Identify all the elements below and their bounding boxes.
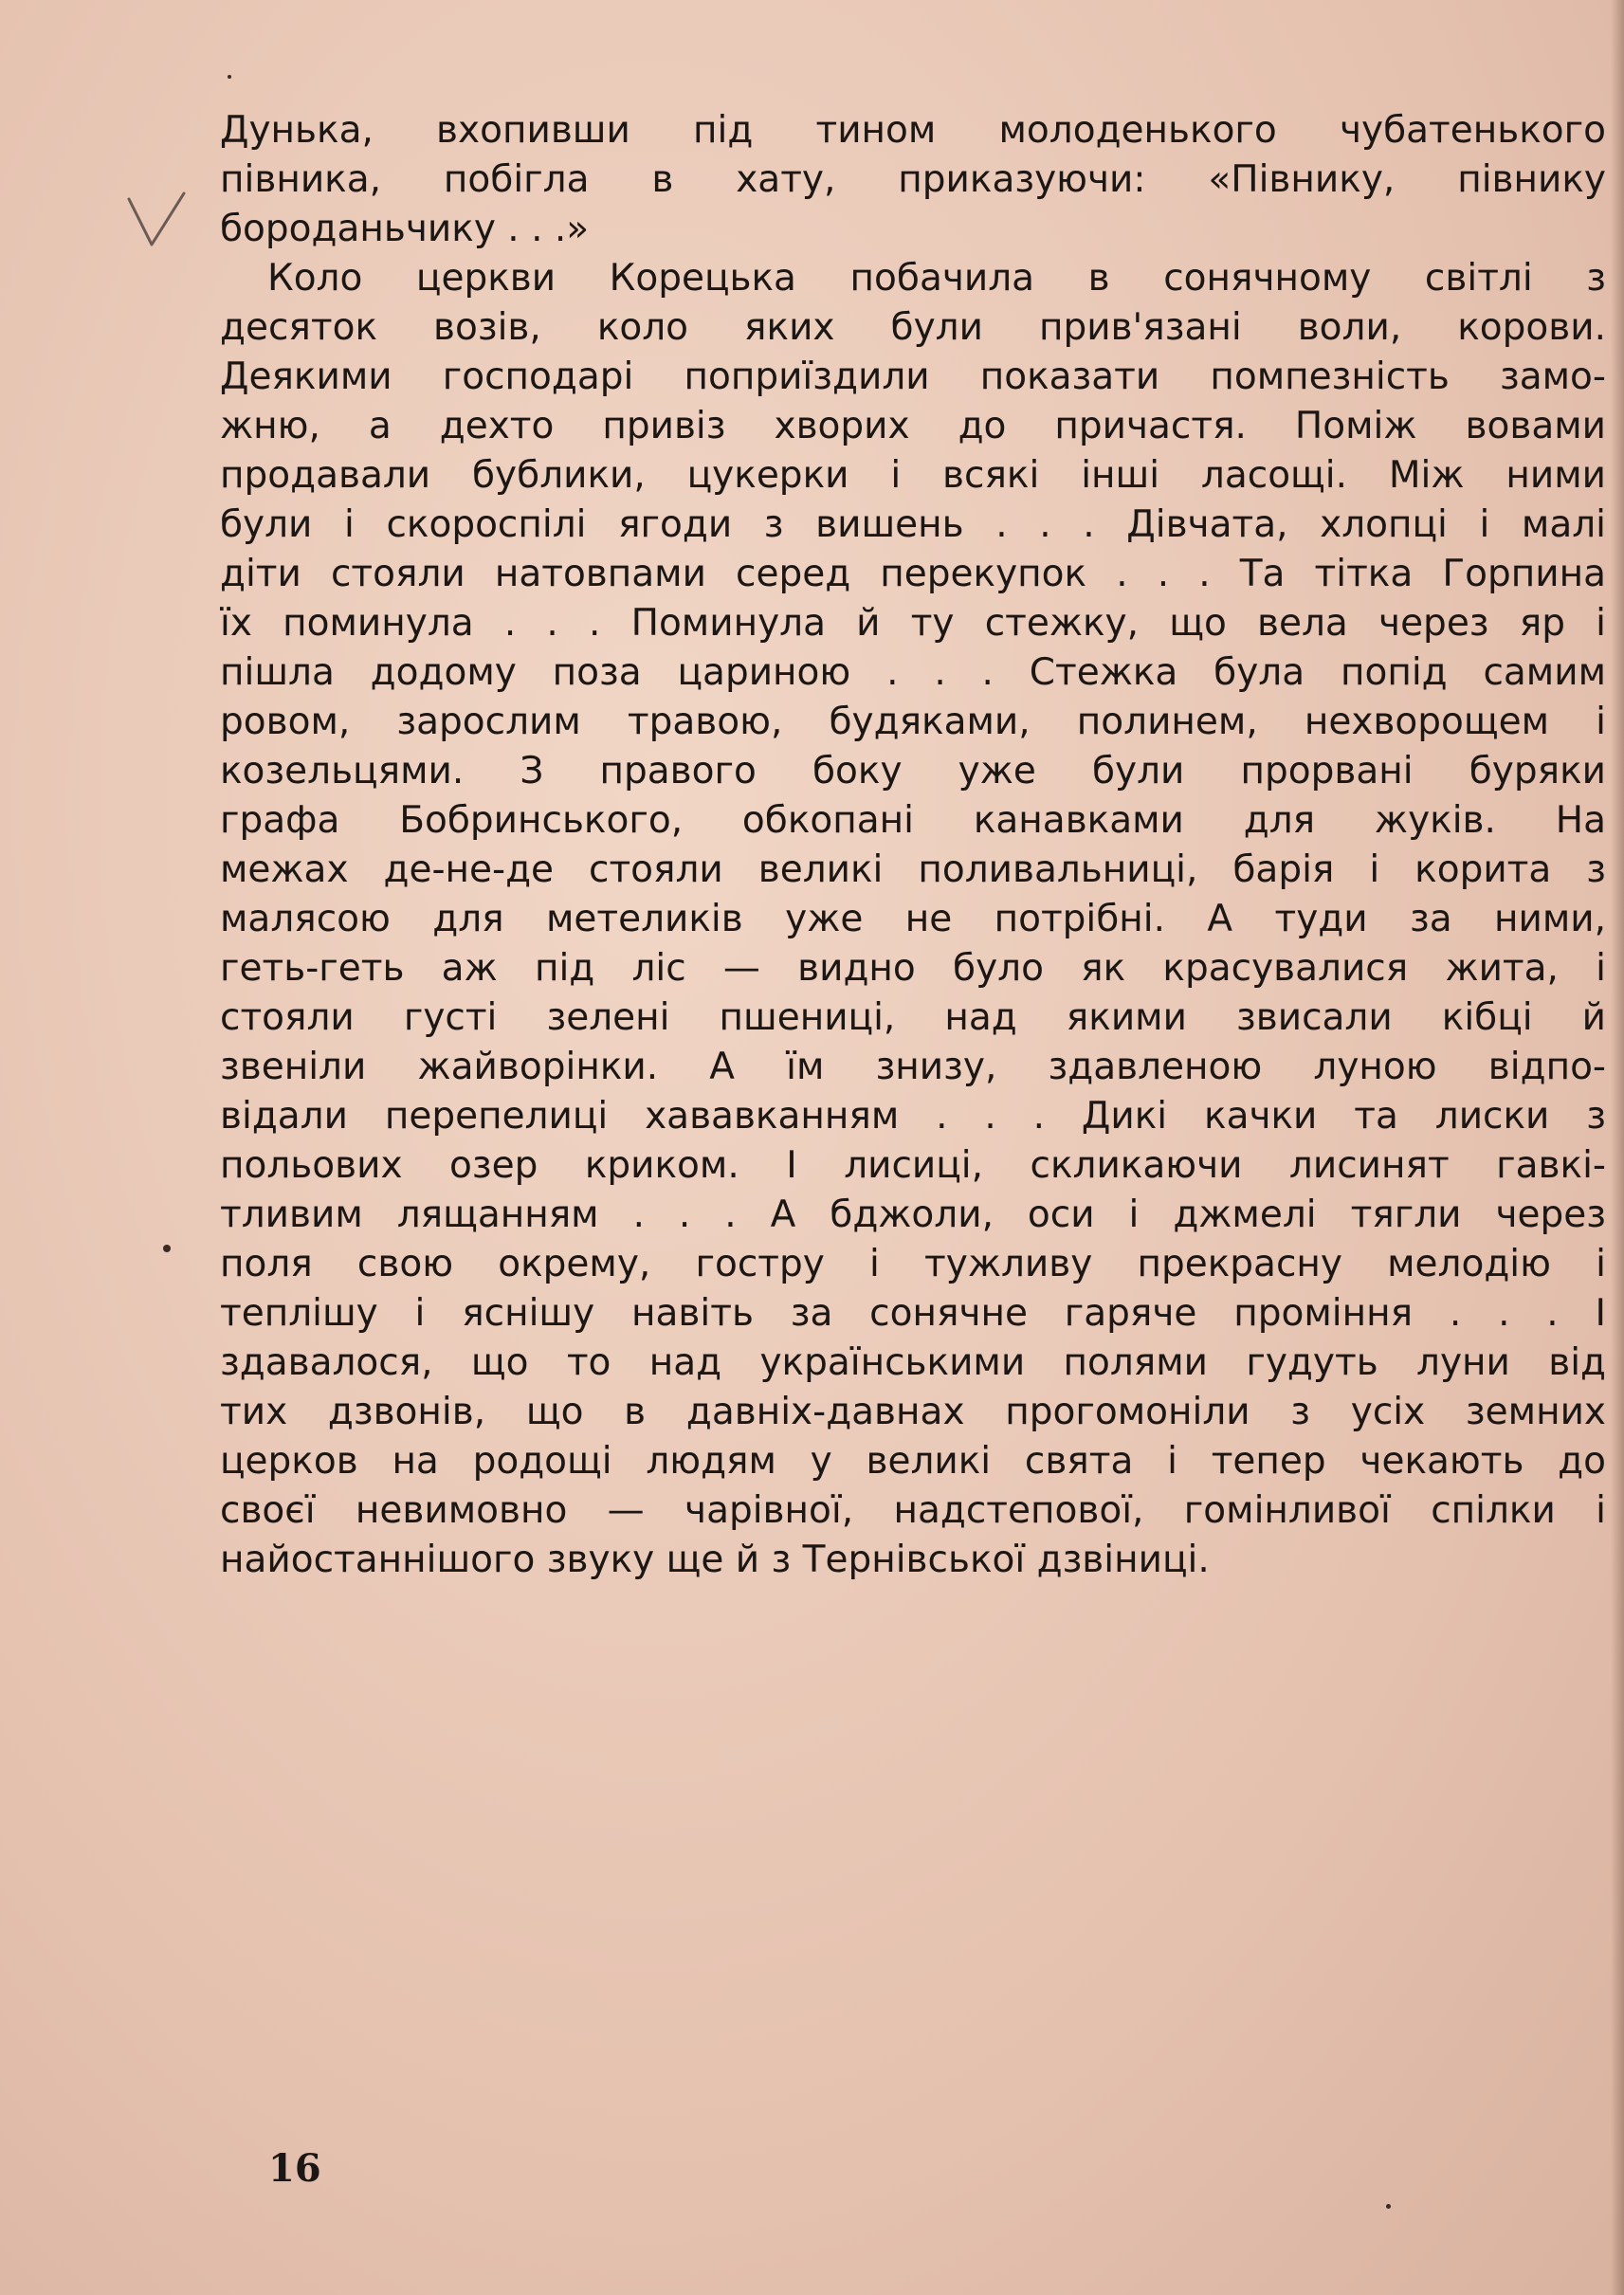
text-line: козельцями. З правого боку уже були прорвані буряки xyxy=(220,750,1606,792)
text-line: жню, а дехто привіз хворих до причастя. Поміж вовами xyxy=(220,405,1606,447)
text-line: бороданьчику . . .» xyxy=(220,208,590,250)
text-line: Коло церкви Корецька побачила в сонячному світлі з xyxy=(267,257,1606,300)
text-line: своєї невимовно — чарівної, надстепової, гомінливої спілки і xyxy=(220,1489,1606,1532)
text-line: півника, побігла в хату, приказуючи: «Півнику, півнику xyxy=(220,158,1606,201)
text-line: десяток возів, коло яких були прив'язані воли, корови. xyxy=(220,306,1606,349)
text-line: церков на родощі людям у великі свята і тепер чекають до xyxy=(220,1440,1606,1483)
text-line: поля свою окрему, гостру і тужливу прекрасну мелодію і xyxy=(220,1243,1606,1285)
text-line: здавалося, що то над українськими полями гудуть луни від xyxy=(220,1341,1606,1384)
text-line: тих дзвонів, що в давніх-давнах прогомоніли з усіх земних xyxy=(220,1391,1606,1433)
text-line: теплішу і яснішу навіть за сонячне гаряче проміння . . . І xyxy=(220,1292,1606,1335)
text-line: графа Бобринського, обкопані канавками для жуків. На xyxy=(220,799,1606,842)
text-line: польових озер криком. І лисиці, скликаючи лисинят гавкі- xyxy=(220,1144,1606,1187)
text-line: продавали бублики, цукерки і всякі інші ласощі. Між ними xyxy=(220,454,1606,497)
paper-speck xyxy=(163,1245,171,1252)
text-line: їх поминула . . . Поминула й ту стежку, що вела через яр і xyxy=(220,602,1606,645)
text-line: геть-геть аж під ліс — видно було як красувалися жита, і xyxy=(220,947,1606,990)
text-line: Деякими господарі поприїздили показати помпезність замо- xyxy=(220,355,1606,398)
text-line: пішла додому поза цариною . . . Стежка була попід самим xyxy=(220,651,1606,694)
text-line: ровом, зарослим травою, будяками, полинем, нехворощем і xyxy=(220,701,1606,743)
text-line: звеніли жайворінки. А їм знизу, здавленою луною відпо- xyxy=(220,1046,1606,1088)
paper-speck xyxy=(228,75,231,79)
text-line: Дунька, вхопивши під тином молоденького чубатенького xyxy=(220,109,1606,152)
text-line: межах де-не-де стояли великі поливальниці, барія і корита з xyxy=(220,848,1606,891)
body-text xyxy=(220,106,1606,1585)
text-line: найостаннішого звуку ще й з Тернівської дзвіниці. xyxy=(220,1539,1210,1581)
text-line: стояли густі зелені пшениці, над якими звисали кібці й xyxy=(220,996,1606,1039)
text-line: були і скороспілі ягоди з вишень . . . Дівчата, хлопці і малі xyxy=(220,503,1606,546)
page-number: 16 xyxy=(268,2146,321,2191)
page-edge-shadow xyxy=(1611,0,1624,2295)
margin-checkmark-icon xyxy=(123,188,190,254)
text-line: малясою для метеликів уже не потрібні. А туди за ними, xyxy=(220,898,1606,940)
paper-speck xyxy=(1386,2204,1391,2209)
text-line: відали перепелиці хававканням . . . Дикі качки та лиски з xyxy=(220,1095,1606,1138)
text-line: діти стояли натовпами серед перекупок . . . Та тітка Горпина xyxy=(220,553,1606,595)
text-line: тливим лящанням . . . А бджоли, оси і джмелі тягли через xyxy=(220,1193,1606,1236)
